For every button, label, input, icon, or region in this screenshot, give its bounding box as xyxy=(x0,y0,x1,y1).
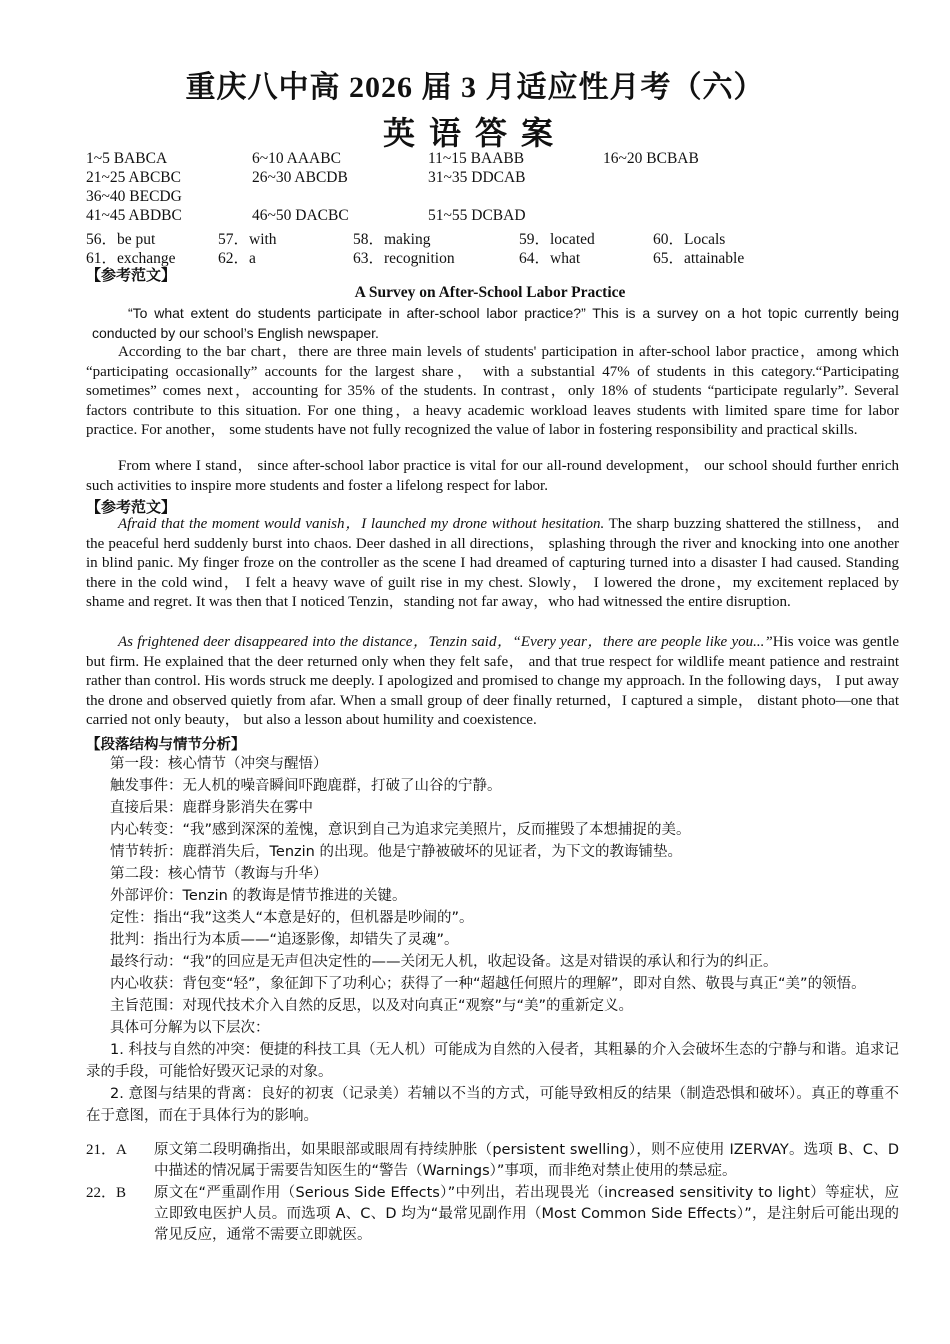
analysis-line: 主旨范围：对现代技术介入自然的反思，以及对向真正“观察”与“美”的重新定义。 xyxy=(110,998,634,1014)
answer-fill: 64．what xyxy=(519,250,581,267)
analysis-line: 直接后果：鹿群身影消失在雾中 xyxy=(110,800,313,816)
section-tag-sample-2: 【参考范文】 xyxy=(86,500,177,516)
answer-group: 1~5 BABCA xyxy=(86,150,168,167)
section-tag-analysis: 【段落结构与情节分析】 xyxy=(86,737,246,753)
analysis-line: 触发事件：无人机的噪音瞬间吓跑鹿群，打破了山谷的宁静。 xyxy=(110,778,502,794)
essay2-paragraph-1 xyxy=(86,515,899,613)
answer-fill: 61．exchange xyxy=(86,250,176,267)
analysis-line: 外部评价：Tenzin 的教诲是情节推进的关键。 xyxy=(110,888,407,904)
answer-fill: 63．recognition xyxy=(353,250,455,267)
explanation-item xyxy=(86,1183,899,1246)
page-title: 重庆八中高 2026 届 3 月适应性月考（六） xyxy=(185,71,765,104)
analysis-line: 1. 科技与自然的冲突：便捷的科技工具（无人机）可能成为自然的入侵者，其粗暴的介入会破坏生态的宁静与和谐。追求记录的手段，可能恰好毁灭记录的对象。 xyxy=(86,1042,899,1080)
answer-group: 21~25 ABCBC xyxy=(86,169,181,186)
analysis-line: 具体可分解为以下层次： xyxy=(110,1020,270,1036)
analysis-line: 最终行动：“我”的回应是无声但决定性的——关闭无人机，收起设备。这是对错误的承认和行为的纠正。 xyxy=(110,954,778,970)
explanation-item xyxy=(86,1140,899,1182)
answer-group: 36~40 BECDG xyxy=(86,188,182,205)
answer-fill: 59．located xyxy=(519,231,595,248)
answer-group: 46~50 DACBC xyxy=(252,207,349,224)
question-number: 22．B xyxy=(86,1185,127,1201)
question-number: 21．A xyxy=(86,1142,127,1158)
answer-fill: 57．with xyxy=(218,231,277,248)
analysis-line: 情节转折：鹿群消失后，Tenzin 的出现。他是宁静被破坏的见证者，为下文的教诲铺垫。 xyxy=(110,844,682,860)
essay2-paragraph-2-lead: As frightened deer disappeared into the distance，Tenzin said，“Every year，there are people like you...” xyxy=(118,634,773,650)
analysis-line: 第一段：核心情节（冲突与醒悟） xyxy=(110,756,328,772)
essay2-paragraph-1-lead: Afraid that the moment would vanish，I launched my drone without hesitation. xyxy=(118,516,605,532)
analysis-line: 2. 意图与结果的背离：良好的初衷（记录美）若辅以不当的方式，可能导致相反的结果（制造恐惧和破坏）。真正的尊重不在于意图，而在于具体行为的影响。 xyxy=(86,1086,899,1124)
explanation-text: 原文在“严重副作用（Serious Side Effects）”中列出，若出现畏光（increased sensitivity to light）等症状，应立即致电医护人员。而选项 A、C、D 均为“最常见副作用（Most Common Side Effects）”，是注射后可能出现的常见反应，通常不需要立即就医。 xyxy=(154,1185,899,1243)
explanation-text: 原文第二段明确指出，如果眼部或眼周有持续肿胀（persistent swelling），则不应使用 IZERVAY。选项 B、C、D 中描述的情况属于需要告知医生的“警告（Warnings）”事项，而非绝对禁止使用的禁忌症。 xyxy=(154,1142,899,1179)
essay2-paragraph-1-body: The sharp buzzing shattered the stillness， and the peaceful herd suddenly burst into chaos. Deer dashed in all directions， splashing through the river and knocking into one another in blind panic. My finger froze on the controller as the scene I had dreamed of capturing turned into a disaster I had caused. Standing there in the cold wind， I felt a heavy wave of guilt rise in my chest. Slowly， I lowered the drone，my excitement replaced by shame and regret. It was then that I noticed Tenzin，standing not far away，who had witnessed the entire disruption. xyxy=(86,516,899,610)
essay1-paragraph-2: According to the bar chart，there are three main levels of students' participation in after-school labor practice，among which “participating occasionally” accounts for the largest share， with a substantial 47% of students in this category.“Participating sometimes” comes next，accounting for 35% of the students. In contrast，only 18% of students “participate regularly”. Several factors contribute to this situation. For one thing，a heavy academic workload leaves students with limited spare time for labor practice. For another， some students have not fully recognized the value of labor in fostering responsibility and practical skills. xyxy=(86,344,899,438)
answer-fill: 62．a xyxy=(218,250,256,267)
answer-group: 51~55 DCBAD xyxy=(428,207,526,224)
analysis-line: 批判：指出行为本质——“追逐影像，却错失了灵魂”。 xyxy=(110,932,459,948)
analysis-line: 内心转变：“我”感到深深的羞愧，意识到自己为追求完美照片，反而摧毁了本想捕捉的美。 xyxy=(110,822,691,838)
essay2-paragraph-2 xyxy=(86,633,899,731)
answer-group: 31~35 DDCAB xyxy=(428,169,526,186)
answer-group: 6~10 AAABC xyxy=(252,150,341,167)
essay1-paragraph-1: “To what extent do students participate in after-school labor practice?” This is a survey on a hot topic currently being conducted by our school’s English newspaper. xyxy=(92,305,899,341)
analysis-line: 内心收获：背包变“轻”，象征卸下了功利心；获得了一种“超越任何照片的理解”，即对自然、敬畏与真正“美”的领悟。 xyxy=(110,976,866,992)
analysis-block xyxy=(86,753,899,1127)
essay1-paragraph-3: From where I stand， since after-school labor practice is vital for our all-round development， our school should further enrich such activities to inspire more students and foster a lifelong respect for labor. xyxy=(86,458,899,494)
answer-group: 26~30 ABCDB xyxy=(252,169,348,186)
answer-fill: 58．making xyxy=(353,231,431,248)
answer-fill: 60．Locals xyxy=(653,231,726,248)
analysis-line: 定性：指出“我”这类人“本意是好的，但机器是吵闹的”。 xyxy=(110,910,474,926)
answer-group: 16~20 BCBAB xyxy=(603,150,699,167)
section-tag-sample-1: 【参考范文】 xyxy=(86,268,177,284)
page-subtitle: 英语答案 xyxy=(382,115,567,151)
analysis-line: 第二段：核心情节（教诲与升华） xyxy=(110,866,328,882)
essay-title: A Survey on After-School Labor Practice xyxy=(354,284,626,301)
essay2-paragraph-2-body: His voice was gentle but firm. He explained that the deer returned only when they felt safe， and that true respect for wildlife meant patience and restraint rather than control. His words struck me deeply. I apologized and promised to change my approach. In the following days， I put away the drone and observed quietly from afar. When a small group of deer finally returned，I captured a simple， distant photo—one that carried not only beauty， but also a lesson about humility and coexistence. xyxy=(86,634,899,728)
answer-fill: 56．be put xyxy=(86,231,156,248)
answer-fill: 65．attainable xyxy=(653,250,745,267)
answer-group: 11~15 BAABB xyxy=(428,150,525,167)
answer-group: 41~45 ABDBC xyxy=(86,207,182,224)
